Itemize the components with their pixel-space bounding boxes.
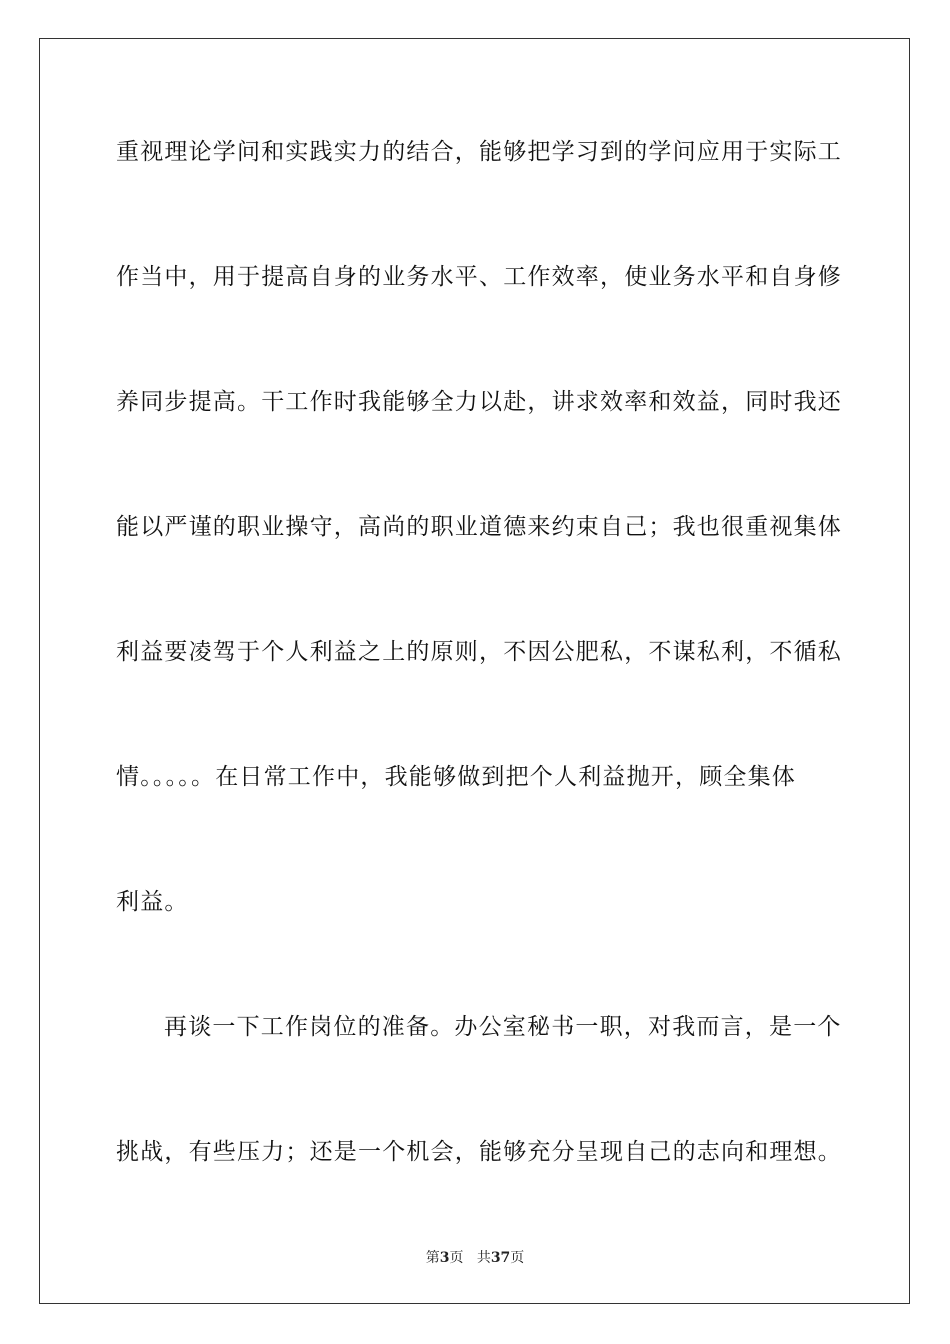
total-prefix: 共 xyxy=(476,1250,491,1266)
body-line-1: 重视理论学问和实践实力的结合，能够把学习到的学问应用于实际工 xyxy=(116,139,842,165)
body-line-7: 利益。 xyxy=(116,889,189,915)
body-line-2: 作当中，用于提高自身的业务水平、工作效率，使业务水平和自身修 xyxy=(116,264,842,290)
page-suffix: 页 xyxy=(449,1250,464,1266)
footer-gap xyxy=(463,1250,476,1266)
total-suffix: 页 xyxy=(510,1250,525,1266)
body-line-5: 利益要凌驾于个人利益之上的原则，不因公肥私，不谋私利，不循私 xyxy=(116,639,842,665)
paragraph-start-line: 再谈一下工作岗位的准备。办公室秘书一职，对我而言，是一个 xyxy=(164,1014,842,1040)
page-number: 3 xyxy=(439,1250,450,1266)
body-line-4: 能以严谨的职业操守，高尚的职业道德来约束自己；我也很重视集体 xyxy=(116,514,842,540)
body-line-3: 养同步提高。干工作时我能够全力以赴，讲求效率和效益，同时我还 xyxy=(116,389,842,415)
body-line-6: 情。。。。。在日常工作中，我能够做到把个人利益抛开，顾全集体 xyxy=(116,764,796,790)
body-line-9: 挑战，有些压力；还是一个机会，能够充分呈现自己的志向和理想。 xyxy=(116,1139,842,1165)
page-border xyxy=(39,38,910,1304)
page-prefix: 第 xyxy=(425,1250,440,1266)
page-footer xyxy=(0,1249,950,1267)
total-pages: 37 xyxy=(490,1250,511,1266)
